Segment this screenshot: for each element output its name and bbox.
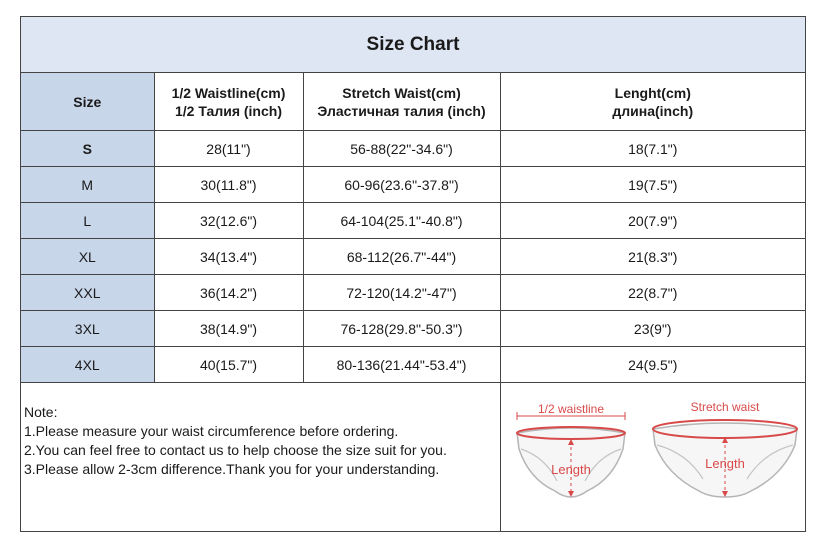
waistline-cell: 40(15.7") xyxy=(154,347,303,383)
size-cell: XL xyxy=(21,239,154,275)
left-waistline-label: 1/2 waistline xyxy=(537,402,605,416)
chart-title: Size Chart xyxy=(21,17,805,73)
stretch-cell: 80-136(21.44"-53.4") xyxy=(303,347,500,383)
table-row xyxy=(21,131,805,167)
waistline-header-en: 1/2 Waistline(cm) xyxy=(171,84,286,101)
size-cell: S xyxy=(21,131,154,167)
waistline-cell: 32(12.6") xyxy=(154,203,303,239)
stretch-cell: 68-112(26.7"-44") xyxy=(303,239,500,275)
right-length-label: Length xyxy=(705,456,745,471)
table-row xyxy=(21,239,805,275)
length-cell: 19(7.5") xyxy=(500,167,805,203)
stretch-cell: 56-88(22"-34.6") xyxy=(303,131,500,167)
briefs-diagram xyxy=(501,383,805,531)
notes-section xyxy=(21,383,501,531)
length-header-en: Lenght(cm) xyxy=(614,84,691,101)
stretch-column-header xyxy=(303,73,500,131)
waistline-cell: 38(14.9") xyxy=(154,311,303,347)
note-item: 3.Please allow 2-3cm difference.Thank you for your understanding. xyxy=(24,461,440,477)
left-length-label: Length xyxy=(551,462,591,477)
length-cell: 24(9.5") xyxy=(500,347,805,383)
length-cell: 21(8.3") xyxy=(500,239,805,275)
table-row xyxy=(21,347,805,383)
size-table xyxy=(21,73,805,383)
stretch-cell: 72-120(14.2"-47") xyxy=(303,275,500,311)
waistline-cell: 34(13.4") xyxy=(154,239,303,275)
table-row xyxy=(21,167,805,203)
stretch-cell: 64-104(25.1"-40.8") xyxy=(303,203,500,239)
size-cell: M xyxy=(21,167,154,203)
waistline-column-header xyxy=(154,73,303,131)
note-item: 1.Please measure your waist circumference before ordering. xyxy=(24,423,399,439)
table-header-row xyxy=(21,73,805,131)
waistline-cell: 30(11.8") xyxy=(154,167,303,203)
note-item: 2.You can feel free to contact us to help choose the size suit for you. xyxy=(24,442,447,458)
stretch-header-ru: Эластичная талия (inch) xyxy=(317,102,486,119)
table-row xyxy=(21,275,805,311)
size-cell: 3XL xyxy=(21,311,154,347)
length-cell: 20(7.9") xyxy=(500,203,805,239)
length-cell: 22(8.7") xyxy=(500,275,805,311)
length-header-ru: длина(inch) xyxy=(612,102,694,119)
table-row xyxy=(21,203,805,239)
length-cell: 23(9") xyxy=(500,311,805,347)
size-cell: L xyxy=(21,203,154,239)
left-briefs-icon xyxy=(517,412,625,497)
measurement-illustration xyxy=(501,383,805,531)
length-column-header xyxy=(500,73,805,131)
stretch-cell: 60-96(23.6"-37.8") xyxy=(303,167,500,203)
waistline-header-ru: 1/2 Талия (inch) xyxy=(174,102,282,119)
size-column-header: Size xyxy=(21,73,154,131)
waistline-cell: 28(11") xyxy=(154,131,303,167)
length-cell: 18(7.1") xyxy=(500,131,805,167)
waistline-cell: 36(14.2") xyxy=(154,275,303,311)
right-stretch-label: Stretch waist xyxy=(690,400,760,414)
size-cell: 4XL xyxy=(21,347,154,383)
stretch-header-en: Stretch Waist(cm) xyxy=(342,84,461,101)
table-row xyxy=(21,311,805,347)
size-chart xyxy=(20,16,806,532)
notes-heading: Note: xyxy=(24,404,58,420)
size-cell: XXL xyxy=(21,275,154,311)
stretch-cell: 76-128(29.8"-50.3") xyxy=(303,311,500,347)
